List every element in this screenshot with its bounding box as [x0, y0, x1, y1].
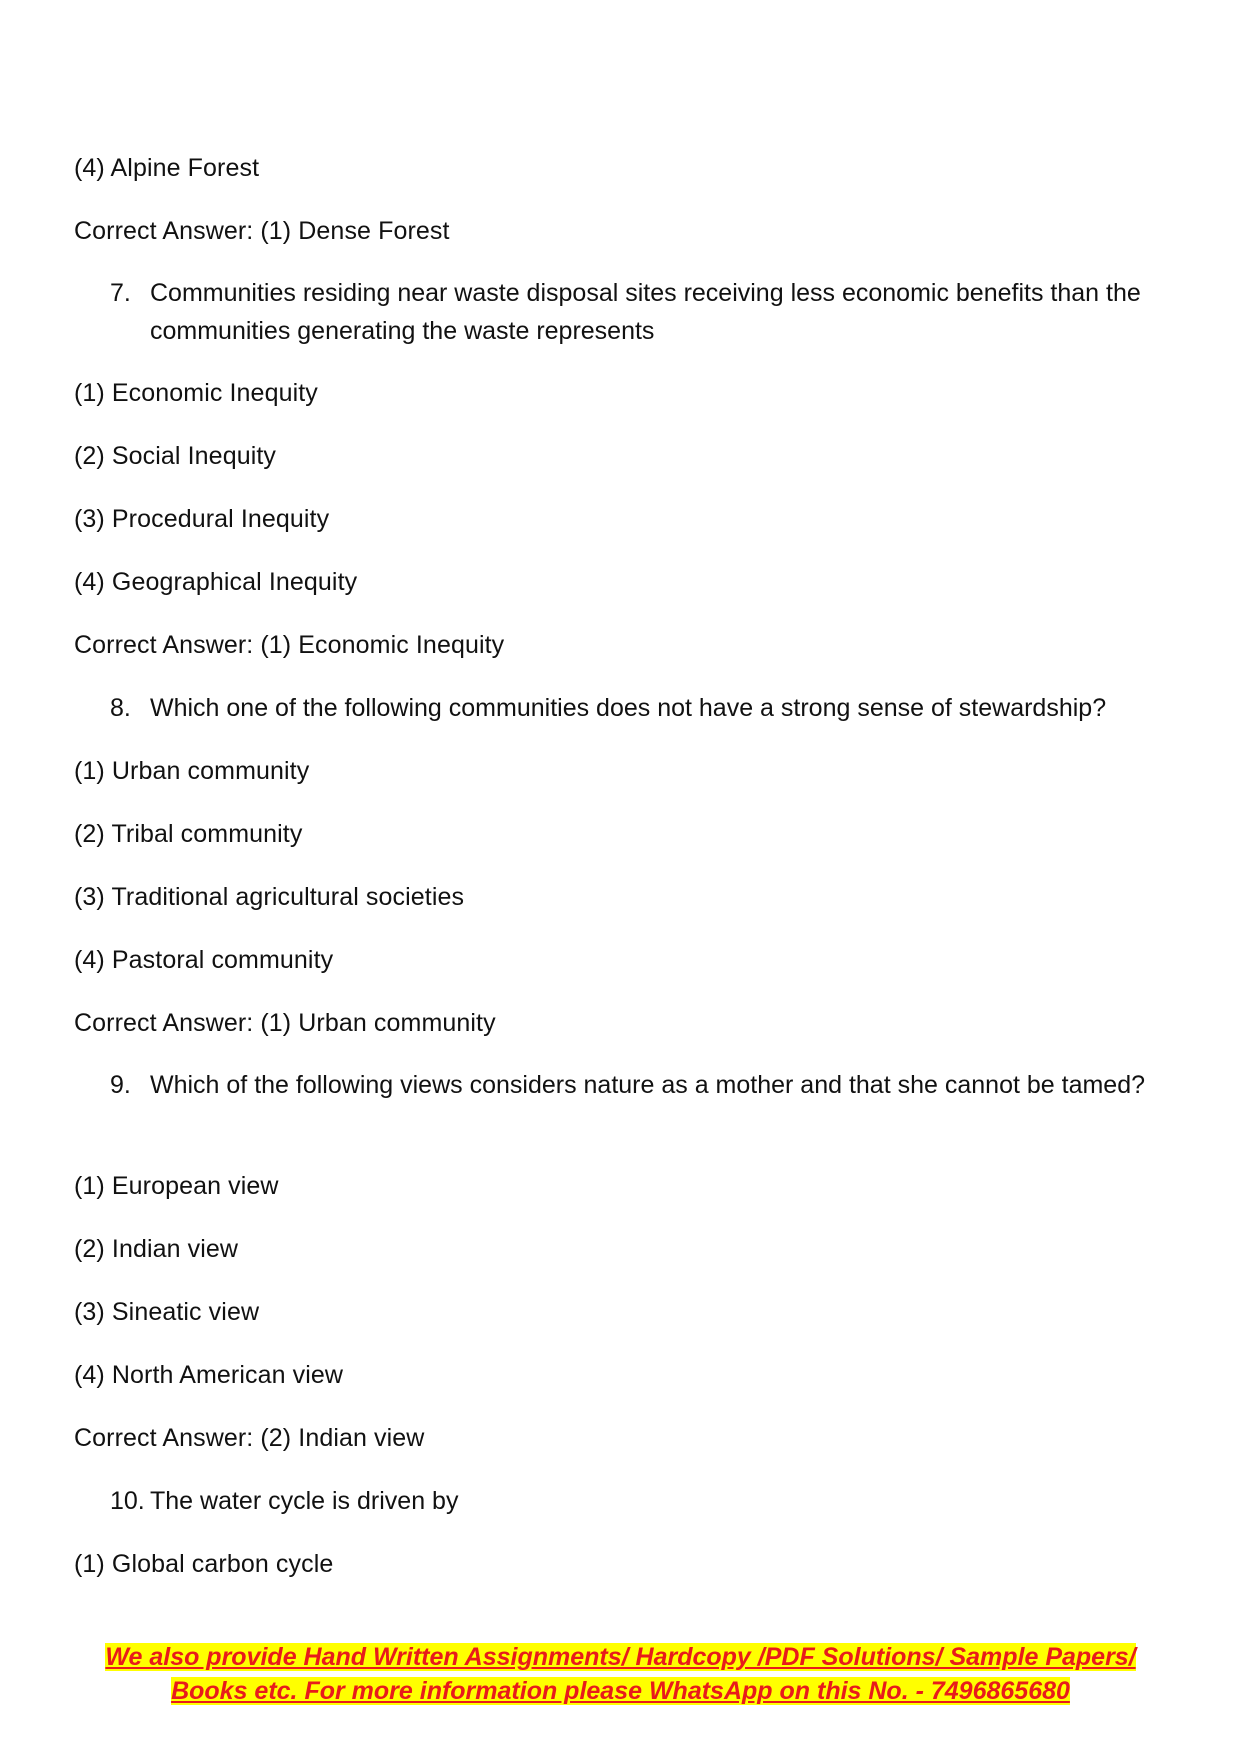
correct-answer: Correct Answer: (1) Economic Inequity [74, 631, 505, 659]
question-text: Which one of the following communities does not have a strong sense of stewardship? [150, 694, 1107, 722]
correct-answer: Correct Answer: (1) Urban community [74, 1009, 496, 1037]
question-text: Which of the following views considers nature as a mother and that she cannot be tamed? [150, 1071, 1146, 1099]
question-text: Communities residing near waste disposal sites receiving less economic benefits than the communities generating the waste represents [150, 279, 1141, 345]
option-item: (3) Traditional agricultural societies [74, 883, 465, 911]
option-item: (4) Pastoral community [74, 946, 334, 974]
question-number: 9. [110, 1071, 131, 1099]
question-number: 7. [110, 279, 131, 307]
footer-line-1: We also provide Hand Written Assignments/ Hardcopy /PDF Solutions/ Sample Papers/ [105, 1643, 1136, 1671]
correct-answer: Correct Answer: (1) Dense Forest [74, 217, 450, 245]
question-number: 10. [110, 1487, 145, 1515]
option-item: (4) North American view [74, 1361, 344, 1389]
option-item: (1) Global carbon cycle [74, 1550, 334, 1578]
question-8 [110, 689, 1190, 727]
footer-line-2: Books etc. For more information please WhatsApp on this No. - 7496865680 [171, 1677, 1070, 1705]
question-text: The water cycle is driven by [150, 1487, 459, 1515]
option-item: (1) European view [74, 1172, 279, 1200]
question-7 [110, 274, 1190, 350]
question-number: 8. [110, 694, 131, 722]
promo-footer [60, 1640, 1181, 1708]
option-item: (4) Alpine Forest [74, 154, 260, 182]
option-item: (1) Economic Inequity [74, 379, 318, 407]
question-9 [110, 1066, 1190, 1104]
option-item: (3) Procedural Inequity [74, 505, 330, 533]
option-item: (1) Urban community [74, 757, 310, 785]
question-10 [110, 1482, 1190, 1520]
option-item: (2) Tribal community [74, 820, 303, 848]
option-item: (2) Social Inequity [74, 442, 276, 470]
option-item: (3) Sineatic view [74, 1298, 260, 1326]
correct-answer: Correct Answer: (2) Indian view [74, 1424, 425, 1452]
option-item: (2) Indian view [74, 1235, 239, 1263]
option-item: (4) Geographical Inequity [74, 568, 358, 596]
